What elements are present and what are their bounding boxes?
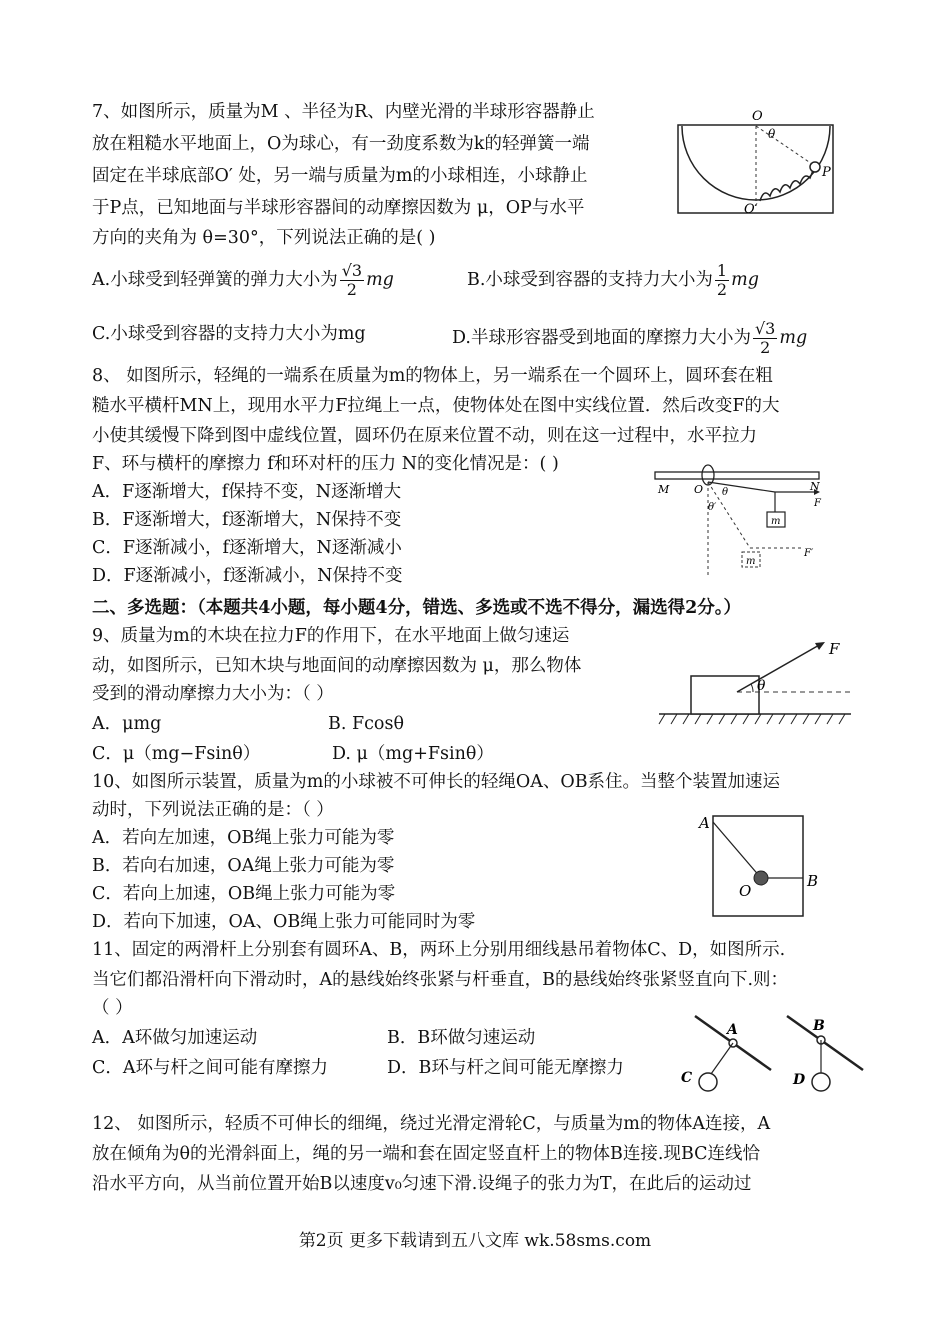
q9-option-a: A．μmg: [92, 714, 162, 734]
q7-ball: [810, 162, 820, 172]
q7-option-d-num: √3: [754, 319, 776, 338]
q10-option-d: D．若向下加速，OA、OB绳上张力可能同时为零: [92, 912, 476, 932]
q7-option-a-den: 2: [346, 280, 357, 299]
q11-option-c: C．A环与杆之间可能有摩擦力: [92, 1058, 329, 1078]
q8-option-a: A．F逐渐增大，f保持不变，N逐渐增大: [92, 482, 402, 502]
q8-label-m: M: [658, 483, 670, 496]
q7-option-a-num: √3: [341, 261, 363, 280]
q9-option-b: B. Fcosθ: [328, 714, 404, 734]
q9-line-2: 动，如图所示，已知木块与地面间的动摩擦因数为 μ，那么物体: [92, 656, 582, 676]
q11-option-b: B．B环做匀速运动: [387, 1028, 536, 1048]
page-footer: 第2页 更多下载请到五八文库 wk.58sms.com: [298, 1231, 652, 1251]
q12-line-2: 放在倾角为θ的光滑斜面上，绳的另一端和套在固定竖直杆上的物体B连接.现BC连线恰: [92, 1144, 761, 1164]
q11-rod-right: [787, 1016, 863, 1070]
q10-option-c: C．若向上加速，OB绳上张力可能为零: [92, 884, 396, 904]
q8-rope-dashed: [708, 482, 750, 548]
q8-rod: [655, 472, 819, 479]
q7-option-c: C.小球受到容器的支持力大小为mg: [92, 324, 366, 344]
section2-heading: 二、多选题：（本题共4小题，每小题4分，错选、多选或不选不得分，漏选得2分。）: [92, 598, 742, 618]
q7-line-1: 7、如图所示，质量为M 、半径为R、内壁光滑的半球形容器静止: [92, 102, 595, 122]
q11-rods-figure: [675, 1010, 875, 1102]
q9-block: [691, 676, 759, 714]
q8-label-theta: θ: [722, 487, 729, 498]
q10-rope-oa: [713, 822, 761, 878]
q7-option-a-text: A.小球受到轻弹簧的弹力大小为: [92, 270, 338, 290]
q9-option-c: C．μ（mg−Fsinθ）: [92, 744, 261, 764]
q9-label-theta: θ: [757, 678, 766, 694]
q7-label-p: P: [822, 165, 831, 180]
q7-line-2: 放在粗糙水平地面上，O为球心，有一劲度系数为k的轻弹簧一端: [92, 134, 590, 154]
q8-option-b: B．F逐渐增大，f逐渐增大，N保持不变: [92, 510, 402, 530]
q8-label-f2: F′: [804, 548, 814, 559]
q10-label-a: A: [699, 814, 710, 832]
q10-box: [713, 816, 803, 916]
q7-option-b-num: 1: [716, 261, 728, 280]
q7-option-b-tail: mg: [731, 270, 759, 290]
q7-option-d-tail: mg: [779, 328, 808, 348]
q7-option-d-text: D.半球形容器受到地面的摩擦力大小为: [452, 328, 751, 348]
q10-option-a: A．若向左加速，OB绳上张力可能为零: [92, 828, 395, 848]
q9-option-d: D. μ（mg+Fsinθ）: [332, 744, 494, 764]
q10-label-b: B: [807, 872, 819, 890]
q7-option-d-fraction: [753, 320, 777, 357]
q8-label-theta2: θ′: [708, 502, 717, 513]
q8-label-f: F: [814, 498, 821, 509]
q8-rope-upper: [708, 482, 775, 492]
q9-line-3: 受到的滑动摩擦力大小为：（ ）: [92, 684, 334, 704]
q10-label-o: O: [739, 882, 752, 900]
q7-hemisphere-figure: [672, 108, 842, 218]
q11-line-3: （ ）: [92, 998, 133, 1018]
q9-label-f: F: [829, 640, 840, 658]
q7-line-4: 于P点，已知地面与半球形容器间的动摩擦因数为 μ，OP与水平: [92, 198, 585, 218]
q10-line-2: 动时，下列说法正确的是：（ ）: [92, 800, 334, 820]
q7-label-o: O: [752, 109, 763, 124]
q9-line-1: 9、质量为m的木块在拉力F的作用下，在水平地面上做匀速运: [92, 626, 570, 646]
q11-line-2: 当它们都沿滑杆向下滑动时，A的悬线始终张紧与杆垂直，B的悬线始终张紧竖直向下.则：: [92, 970, 789, 990]
q7-option-a-tail: mg: [366, 270, 394, 290]
q7-option-b-fraction: [715, 262, 729, 299]
q10-line-1: 10、如图所示装置，质量为m的小球被不可伸长的轻绳OA、OB系住。当整个装置加速运: [92, 772, 781, 792]
q12-line-1: 12、 如图所示，轻质不可伸长的细绳，绕过光滑定滑轮C，与质量为m的物体A连接，A: [92, 1114, 771, 1134]
q11-label-a: A: [727, 1022, 738, 1038]
q8-line-2: 糙水平横杆MN上，现用水平力F拉绳上一点，使物体处在图中实线位置．然后改变F的大: [92, 396, 780, 416]
q11-object-c: [699, 1073, 717, 1091]
q8-line-1: 8、 如图所示，轻绳的一端系在质量为m的物体上，另一端系在一个圆环上，圆环套在粗: [92, 366, 773, 386]
q11-label-c: C: [681, 1070, 693, 1086]
q8-label-n: N: [810, 480, 820, 493]
q11-option-d: D．B环与杆之间可能无摩擦力: [387, 1058, 624, 1078]
q7-option-a-fraction: [340, 262, 364, 299]
q11-option-a: A．A环做匀加速运动: [92, 1028, 258, 1048]
q9-block-figure: [655, 632, 855, 727]
q7-option-b: [467, 262, 759, 299]
q8-line-4: F、环与横杆的摩擦力 f和环对杆的压力 N的变化情况是：( ): [92, 454, 559, 474]
q11-object-d: [812, 1073, 830, 1091]
q12-line-3: 沿水平方向，从当前位置开始B以速度v₀匀速下滑.设绳子的张力为T，在此后的运动过: [92, 1174, 752, 1194]
q10-ball: [754, 871, 768, 885]
q7-label-oprime: O′: [744, 202, 758, 217]
q11-label-b: B: [813, 1018, 825, 1034]
q7-line-5: 方向的夹角为 θ=30°，下列说法正确的是( ): [92, 228, 436, 248]
q7-option-b-den: 2: [716, 280, 728, 299]
q11-line-1: 11、固定的两滑杆上分别套有圆环A、B，两环上分别用细线悬吊着物体C、D，如图所示.: [92, 940, 786, 960]
q7-option-d-den: 2: [760, 338, 771, 357]
q10-option-b: B．若向右加速，OA绳上张力可能为零: [92, 856, 395, 876]
q8-option-c: C．F逐渐减小，f逐渐增大，N逐渐减小: [92, 538, 402, 558]
q7-option-b-text: B.小球受到容器的支持力大小为: [467, 270, 713, 290]
q8-label-mass2: m: [746, 556, 756, 567]
q10-box-figure: [695, 810, 819, 920]
q11-label-d: D: [793, 1072, 806, 1088]
q7-line-3: 固定在半球底部O′ 处，另一端与质量为m的小球相连，小球静止: [92, 166, 588, 186]
q7-op-dashed: [756, 126, 815, 166]
q7-spring: [760, 168, 814, 201]
q8-label-mass: m: [771, 516, 781, 527]
q7-option-d: [452, 320, 807, 357]
q8-option-d: D．F逐渐减小，f逐渐减小，N保持不变: [92, 566, 403, 586]
q8-label-o: O: [694, 483, 704, 496]
q9-ground-hatch: [659, 714, 845, 724]
q8-line-3: 小使其缓慢下降到图中虚线位置，圆环仍在原来位置不动，则在这一过程中，水平拉力: [92, 426, 757, 446]
q11-string-a: [711, 1043, 733, 1074]
q7-label-theta: θ: [768, 127, 776, 141]
q8-ring-rod-figure: [650, 460, 825, 582]
q7-option-a: [92, 262, 394, 299]
q9-force-line: [737, 644, 821, 692]
